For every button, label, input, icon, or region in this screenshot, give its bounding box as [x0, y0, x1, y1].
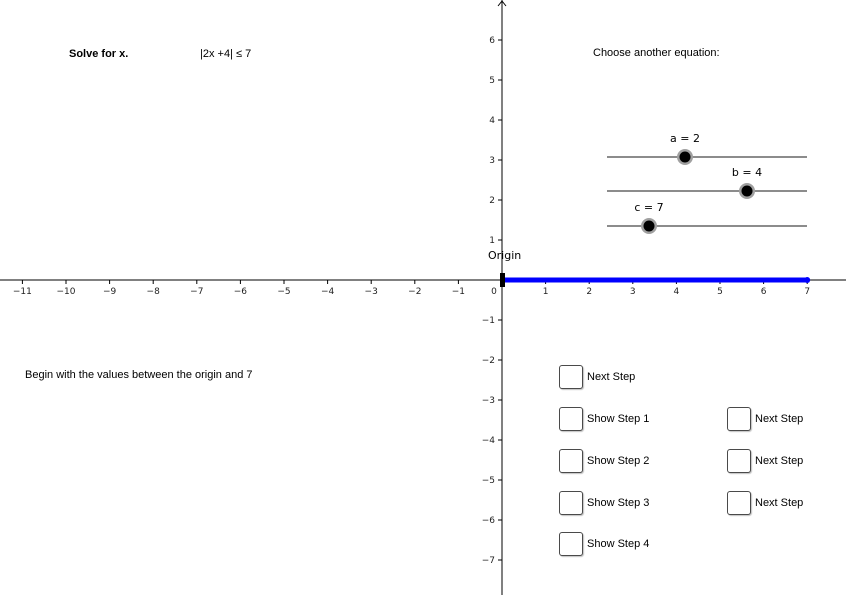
slider-label: c = 7 [634, 201, 664, 214]
solution-segment [500, 273, 810, 287]
x-tick-label: 2 [586, 287, 593, 297]
choose-equation-label: Choose another equation: [593, 47, 720, 59]
x-tick-label: 0 [491, 287, 497, 297]
checkbox-label: Next Step [755, 413, 804, 425]
checkbox-box[interactable] [727, 491, 751, 515]
checkbox-box[interactable] [559, 491, 583, 515]
show-step-3-checkbox[interactable] [559, 491, 649, 515]
y-tick-label: −4 [481, 436, 495, 446]
checkbox-box[interactable] [727, 407, 751, 431]
slider-a[interactable] [607, 132, 807, 165]
slider-knob[interactable] [644, 221, 655, 232]
y-tick-label: −3 [481, 396, 495, 406]
next-step-1-checkbox[interactable] [727, 407, 803, 431]
y-tick-label: −5 [481, 476, 495, 486]
checkbox-label: Next Step [755, 497, 804, 509]
x-tick-label: −8 [146, 287, 160, 297]
checkbox-label: Next Step [587, 371, 636, 383]
equation-text: |2x +4| ≤ 7 [200, 48, 252, 60]
x-tick-label: −4 [320, 287, 335, 297]
checkbox-box[interactable] [559, 449, 583, 473]
solve-label: Solve for x. [69, 48, 129, 60]
x-tick-label: 1 [542, 287, 549, 297]
y-tick-label: −7 [481, 556, 495, 566]
checkbox-box[interactable] [727, 449, 751, 473]
slider-b[interactable] [607, 166, 807, 199]
segment-end-point [804, 277, 810, 283]
checkbox-label: Show Step 4 [587, 538, 650, 550]
y-tick-label: −6 [481, 516, 495, 526]
y-tick-label: 5 [489, 76, 495, 86]
y-tick-label: 1 [489, 236, 495, 246]
axis-ticks [13, 36, 810, 566]
checkbox-label: Show Step 2 [587, 455, 650, 467]
y-tick-label: 2 [489, 196, 495, 206]
slider-label: b = 4 [731, 166, 763, 179]
x-tick-label: 3 [629, 287, 636, 297]
show-step-4-checkbox[interactable] [559, 532, 649, 556]
x-tick-label: −10 [56, 287, 76, 297]
segment-start-marker [500, 273, 505, 287]
x-tick-label: −7 [190, 287, 204, 297]
slider-c[interactable] [607, 201, 807, 234]
origin-label: Origin [488, 249, 522, 262]
checkbox-box[interactable] [559, 365, 583, 389]
slider-knob[interactable] [742, 186, 753, 197]
x-tick-label: 6 [760, 287, 767, 297]
checkbox-label: Show Step 3 [587, 497, 650, 509]
x-tick-label: −11 [12, 287, 32, 297]
x-tick-label: −2 [408, 287, 422, 297]
sliders[interactable] [607, 132, 807, 234]
x-tick-label: −5 [277, 287, 291, 297]
instruction-text: Begin with the values between the origin and 7 [25, 369, 253, 381]
x-tick-label: 5 [717, 287, 723, 297]
x-tick-label: −3 [364, 287, 378, 297]
next-step-3-checkbox[interactable] [727, 491, 803, 515]
next-step-2-checkbox[interactable] [727, 449, 803, 473]
show-step-2-checkbox[interactable] [559, 449, 649, 473]
slider-label: a = 2 [670, 132, 700, 145]
checkbox-box[interactable] [559, 407, 583, 431]
slider-knob[interactable] [680, 152, 691, 163]
show-step-1-checkbox[interactable] [559, 407, 649, 431]
checkbox-label: Show Step 1 [587, 413, 650, 425]
y-tick-label: 4 [489, 116, 495, 126]
checkbox-box[interactable] [559, 532, 583, 556]
y-tick-label: −2 [481, 356, 495, 366]
checkbox-label: Next Step [755, 455, 804, 467]
x-tick-label: 7 [804, 287, 811, 297]
x-tick-label: 4 [673, 287, 680, 297]
y-tick-label: 3 [489, 156, 495, 166]
y-tick-label: 6 [489, 36, 495, 46]
y-tick-label: −1 [481, 316, 495, 326]
x-tick-label: −6 [233, 287, 248, 297]
next-step-checkbox[interactable] [559, 365, 635, 389]
x-tick-label: −9 [102, 287, 117, 297]
x-tick-label: −1 [451, 287, 466, 297]
